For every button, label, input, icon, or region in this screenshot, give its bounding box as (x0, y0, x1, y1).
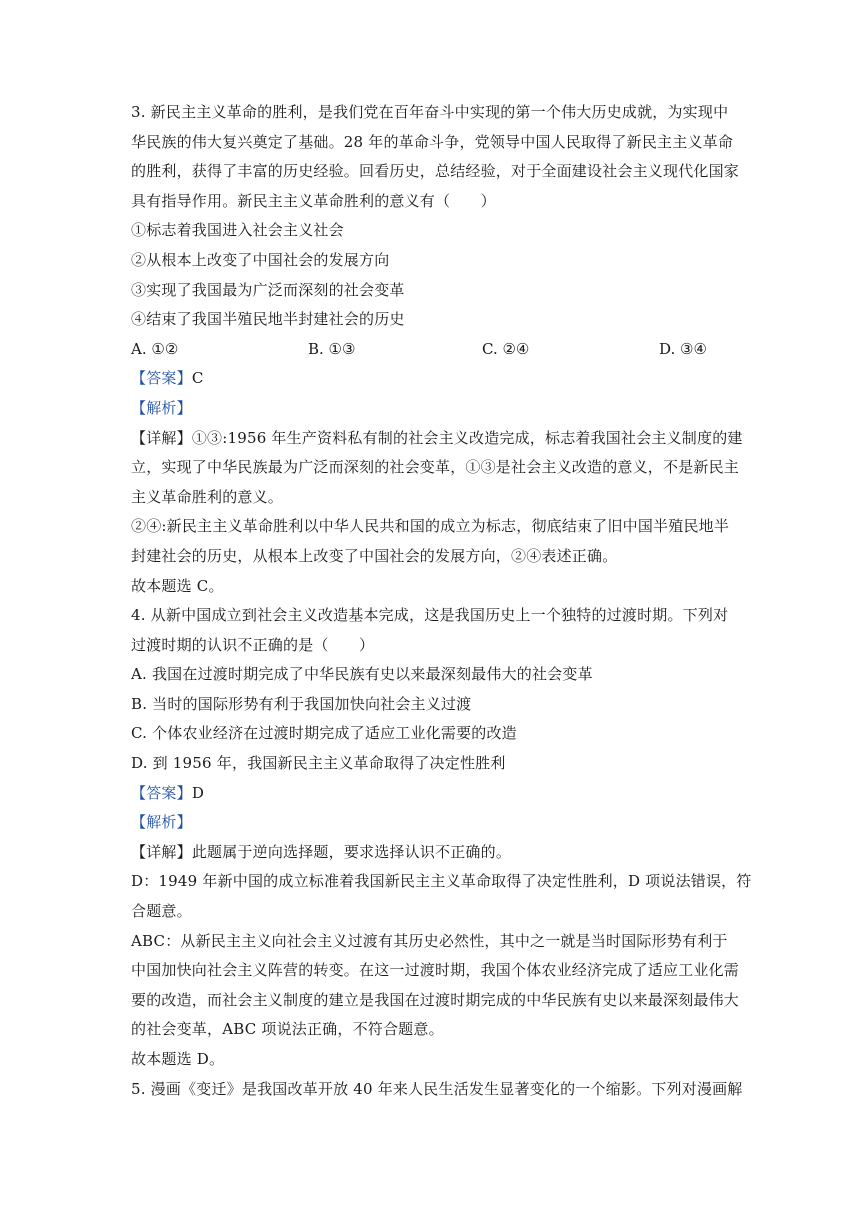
analysis-line (131, 394, 735, 424)
question-5-stem-line: 5. 漫画《变迁》是我国改革开放 40 年来人民生活发生显著变化的一个缩影。下列对漫画解 (131, 1079, 743, 1098)
detail-line (131, 424, 743, 454)
question-3-stem-line: 的胜利，获得了丰富的历史经验。回看历史，总结经验，对于全面建设社会主义现代化国家 (131, 162, 740, 181)
detail-text: 此题属于逆向选择题，要求选择认识不正确的。 (191, 842, 512, 861)
statement-1: ①标志着我国进入社会主义社会 (131, 221, 344, 240)
detail-tag: 【详解】 (131, 842, 192, 861)
answer-value: D (191, 783, 205, 802)
detail-line: 合题意。 (131, 902, 192, 921)
statement-2: ②从根本上改变了中国社会的发展方向 (131, 250, 390, 269)
statement-4: ④结束了我国半殖民地半封建社会的历史 (131, 310, 405, 329)
option-a: A. ①② (131, 339, 179, 358)
question-3-stem-line: 华民族的伟大复兴奠定了基础。28 年的革命斗争，党领导中国人民取得了新民主主义革命 (131, 132, 734, 151)
question-4-stem-line: 过渡时期的认识不正确的是（ ） (131, 635, 375, 654)
question-3-stem-line: 具有指导作用。新民主主义革命胜利的意义有（ ） (131, 191, 496, 210)
option-b: B. 当时的国际形势有利于我国加快向社会主义过渡 (131, 694, 472, 713)
detail-line: 要的改造，而社会主义制度的建立是我国在过渡时期完成的中华民族有史以来最深刻最伟大 (131, 990, 740, 1009)
answer-value: C (191, 369, 204, 388)
question-3-options (131, 335, 735, 365)
option-c: C. ②④ (482, 339, 530, 358)
option-d: D. 到 1956 年，我国新民主主义革命取得了决定性胜利 (131, 754, 506, 773)
conclusion-line: 故本题选 D。 (131, 1050, 225, 1068)
statement-3: ③实现了我国最为广泛而深刻的社会变革 (131, 280, 405, 299)
analysis-line (131, 808, 735, 838)
option-c: C. 个体农业经济在过渡时期完成了适应工业化需要的改造 (131, 724, 517, 743)
answer-line (131, 364, 735, 394)
question-5 (131, 1075, 743, 1105)
detail-text: ①③:1956 年生产资料私有制的社会主义改造完成，标志着我国社会主义制度的建 (191, 428, 743, 447)
answer-tag: 【答案】 (131, 369, 192, 388)
analysis-tag: 【解析】 (131, 813, 192, 832)
analysis-tag: 【解析】 (131, 398, 192, 417)
detail-line: ②④:新民主主义革命胜利以中华人民共和国的成立为标志，彻底结束了旧中国半殖民地半 (131, 517, 730, 536)
question-3-stem-line: 3. 新民主主义革命的胜利，是我们党在百年奋斗中实现的第一个伟大历史成就，为实现中 (131, 103, 729, 121)
question-3 (131, 98, 743, 601)
option-a: A. 我国在过渡时期完成了中华民族有史以来最深刻最伟大的社会变革 (131, 665, 593, 684)
answer-line (131, 779, 735, 809)
conclusion-line: 故本题选 C。 (131, 576, 224, 595)
detail-line: 的社会变革，ABC 项说法正确，不符合题意。 (131, 1020, 444, 1039)
detail-line (131, 838, 735, 868)
question-4 (131, 601, 752, 1075)
detail-line: 封建社会的历史，从根本上改变了中国社会的发展方向，②④表述正确。 (131, 546, 618, 565)
answer-tag: 【答案】 (131, 783, 192, 802)
detail-tag: 【详解】 (131, 428, 192, 447)
question-4-stem-line: 4. 从新中国成立到社会主义改造基本完成，这是我国历史上一个独特的过渡时期。下列对 (131, 606, 729, 625)
option-b: B. ①③ (308, 339, 356, 358)
detail-line: 立，实现了中华民族最为广泛而深刻的社会变革，①③是社会主义改造的意义，不是新民主 (131, 458, 740, 477)
option-d: D. ③④ (659, 339, 707, 358)
detail-line: 中国加快向社会主义阵营的转变。在这一过渡时期，我国个体农业经济完成了适应工业化需 (131, 961, 740, 980)
document-page (131, 98, 752, 1104)
detail-line: ABC：从新民主主义向社会主义过渡有其历史必然性，其中之一就是当时国际形势有利于 (131, 931, 728, 950)
detail-line: 主义革命胜利的意义。 (131, 487, 284, 506)
detail-line: D：1949 年新中国的成立标准着我国新民主主义革命取得了决定性胜利，D 项说法错误，符 (131, 872, 752, 891)
